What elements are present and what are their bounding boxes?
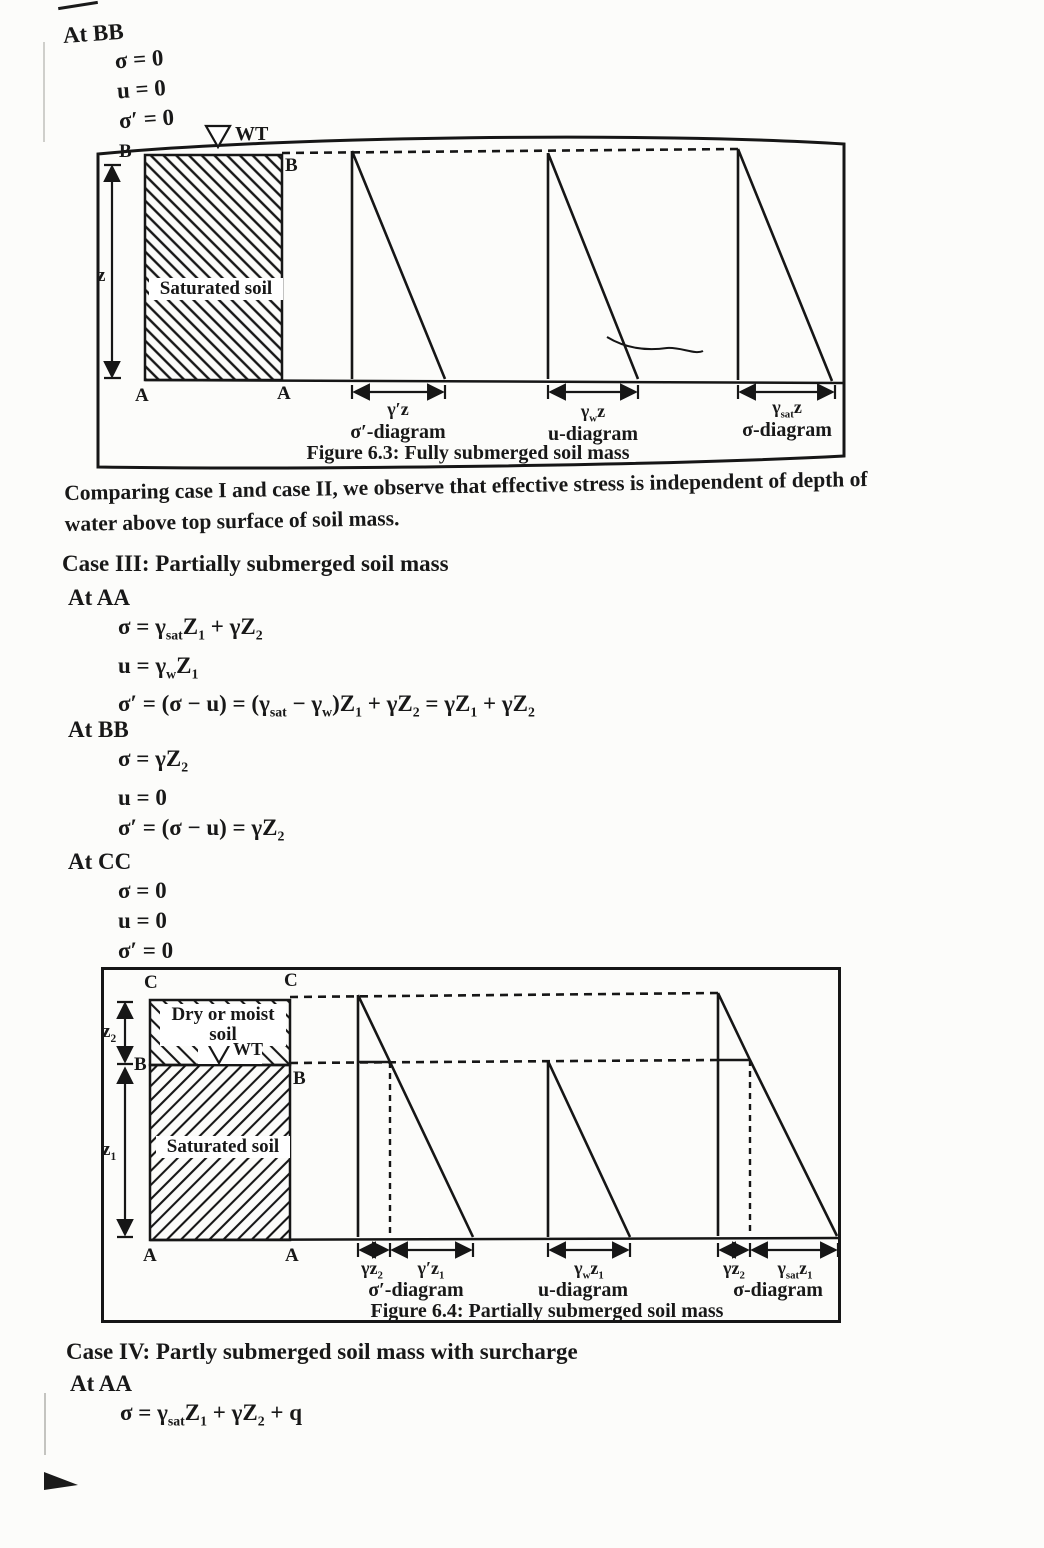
water-table-label: WT — [235, 123, 269, 145]
dim-label-gz2-total: $\gamma z_2$ — [723, 1258, 745, 1282]
dashed-wt-level-line — [290, 1060, 718, 1063]
case-iv-heading: Case IV: Partly submerged soil mass with surcharge — [66, 1339, 578, 1364]
case-iii-heading: Case III: Partially submerged soil mass — [62, 551, 449, 576]
total-stress-triangle — [738, 149, 832, 381]
section-heading-at-bb-top: At BB — [62, 18, 125, 48]
equation-line: $\sigma = \gamma Z_2$ — [118, 746, 189, 775]
comparison-paragraph: Comparing case I and case II, we observe that effective stress is independent of depth of water above top surface of soil mass. — [64, 466, 868, 536]
equation-line: σ = 0 — [118, 878, 167, 903]
equation-line: σ′ = 0 — [118, 938, 174, 963]
base-line — [145, 380, 844, 383]
figure-6-4-caption: Figure 6.4: Partially submerged soil mass — [370, 1300, 724, 1322]
total-stress-diagram — [718, 993, 837, 1236]
case-iv-at-aa-block — [70, 1370, 302, 1437]
section-heading-at-cc: At CC — [68, 849, 132, 874]
point-label-a-right: A — [277, 383, 291, 404]
saturated-soil-label: Saturated soil — [156, 1136, 290, 1158]
scan-mark-bottom-left — [44, 1472, 78, 1490]
point-label-a-right: A — [285, 1245, 299, 1266]
dashed-top-level-line — [282, 149, 738, 153]
section-heading-at-aa-case4: At AA — [70, 1371, 132, 1396]
effective-stress-diagram — [358, 995, 473, 1237]
point-label-a-left: A — [135, 385, 149, 406]
equation-line: u = 0 — [118, 908, 167, 933]
dim-label-effective-stress: γ′z — [387, 399, 409, 419]
dim-label-pore-pressure: $\gamma_wz$ — [580, 401, 606, 425]
effective-stress-triangle — [352, 151, 445, 379]
scan-crease-bottom — [44, 1393, 46, 1455]
equation-line: σ = 0 — [113, 45, 165, 74]
z1-dimension-label: $z_1$ — [102, 1139, 117, 1163]
dashed-c-level-line — [290, 993, 718, 997]
dim-label-gz2: $\gamma z_2$ — [361, 1258, 383, 1282]
z2-dimension-label: $z_2$ — [102, 1021, 117, 1045]
dim-label-total-stress: $\gamma_{sat}z$ — [772, 397, 802, 421]
saturated-soil-column — [145, 155, 282, 380]
saturated-soil-label: Saturated soil — [149, 278, 283, 300]
figure-6-3 — [95, 118, 847, 470]
diagram-name-effective-stress: σ′-diagram — [368, 1279, 464, 1301]
at-cc-block — [68, 848, 173, 966]
equation-line: $\sigma' = (\sigma - u) = (\gamma_{sat} - \gamma_w)Z_1 + \gamma Z_2 = \gamma Z_1 + \gamma Z_2$ — [118, 691, 535, 720]
section-heading-at-aa: At AA — [68, 585, 130, 610]
diagram-name-total-stress: σ-diagram — [742, 419, 832, 441]
equation-line: $u = \gamma_wZ_1$ — [118, 652, 199, 682]
point-label-c-left: C — [144, 972, 158, 993]
section-heading-at-bb: At BB — [68, 717, 129, 742]
z-dimension-label: z — [97, 265, 106, 286]
point-label-b-right: B — [293, 1068, 306, 1089]
diagram-name-effective-stress: σ′-diagram — [350, 421, 446, 443]
figure-6-4 — [100, 960, 842, 1330]
figure-6-3-caption: Figure 6.3: Fully submerged soil mass — [306, 442, 630, 464]
equation-line: $\sigma = \gamma_{sat}Z_1 + \gamma Z_2$ — [118, 614, 263, 643]
point-label-b-right: B — [285, 155, 298, 176]
equation-line: $\sigma' = (\sigma - u) = \gamma Z_2$ — [118, 814, 285, 844]
pore-pressure-diagram — [548, 1061, 630, 1237]
point-label-b-left: B — [119, 141, 132, 162]
equation-line: u = 0 — [116, 74, 167, 104]
dim-label-gsatz1: $\gamma_{sat}z_1$ — [777, 1258, 813, 1282]
diagram-name-pore-pressure: u-diagram — [538, 1279, 628, 1301]
point-label-b-left: B — [134, 1054, 147, 1075]
at-bb-block — [68, 716, 284, 851]
diagram-name-pore-pressure: u-diagram — [548, 423, 638, 445]
scan-mark-top-left — [58, 1, 98, 10]
equation-line: $\sigma = \gamma_{sat}Z_1 + \gamma Z_2 + q$ — [120, 1400, 303, 1429]
water-table-label: WT — [233, 1039, 264, 1059]
dry-soil-label: Dry or moist soil — [160, 1004, 286, 1046]
dim-label-gwz1: $\gamma_wz_1$ — [574, 1258, 604, 1282]
at-aa-block — [68, 584, 535, 728]
scan-crease-top — [43, 42, 45, 142]
point-label-c-right: C — [284, 970, 298, 991]
diagram-name-total-stress: σ-diagram — [733, 1279, 823, 1301]
equation-line: σ′ = 0 — [118, 104, 175, 134]
equation-line: u = 0 — [118, 784, 167, 810]
point-label-a-left: A — [143, 1245, 157, 1266]
dim-label-g-prime-z1: $\gamma'z_1$ — [417, 1258, 445, 1282]
